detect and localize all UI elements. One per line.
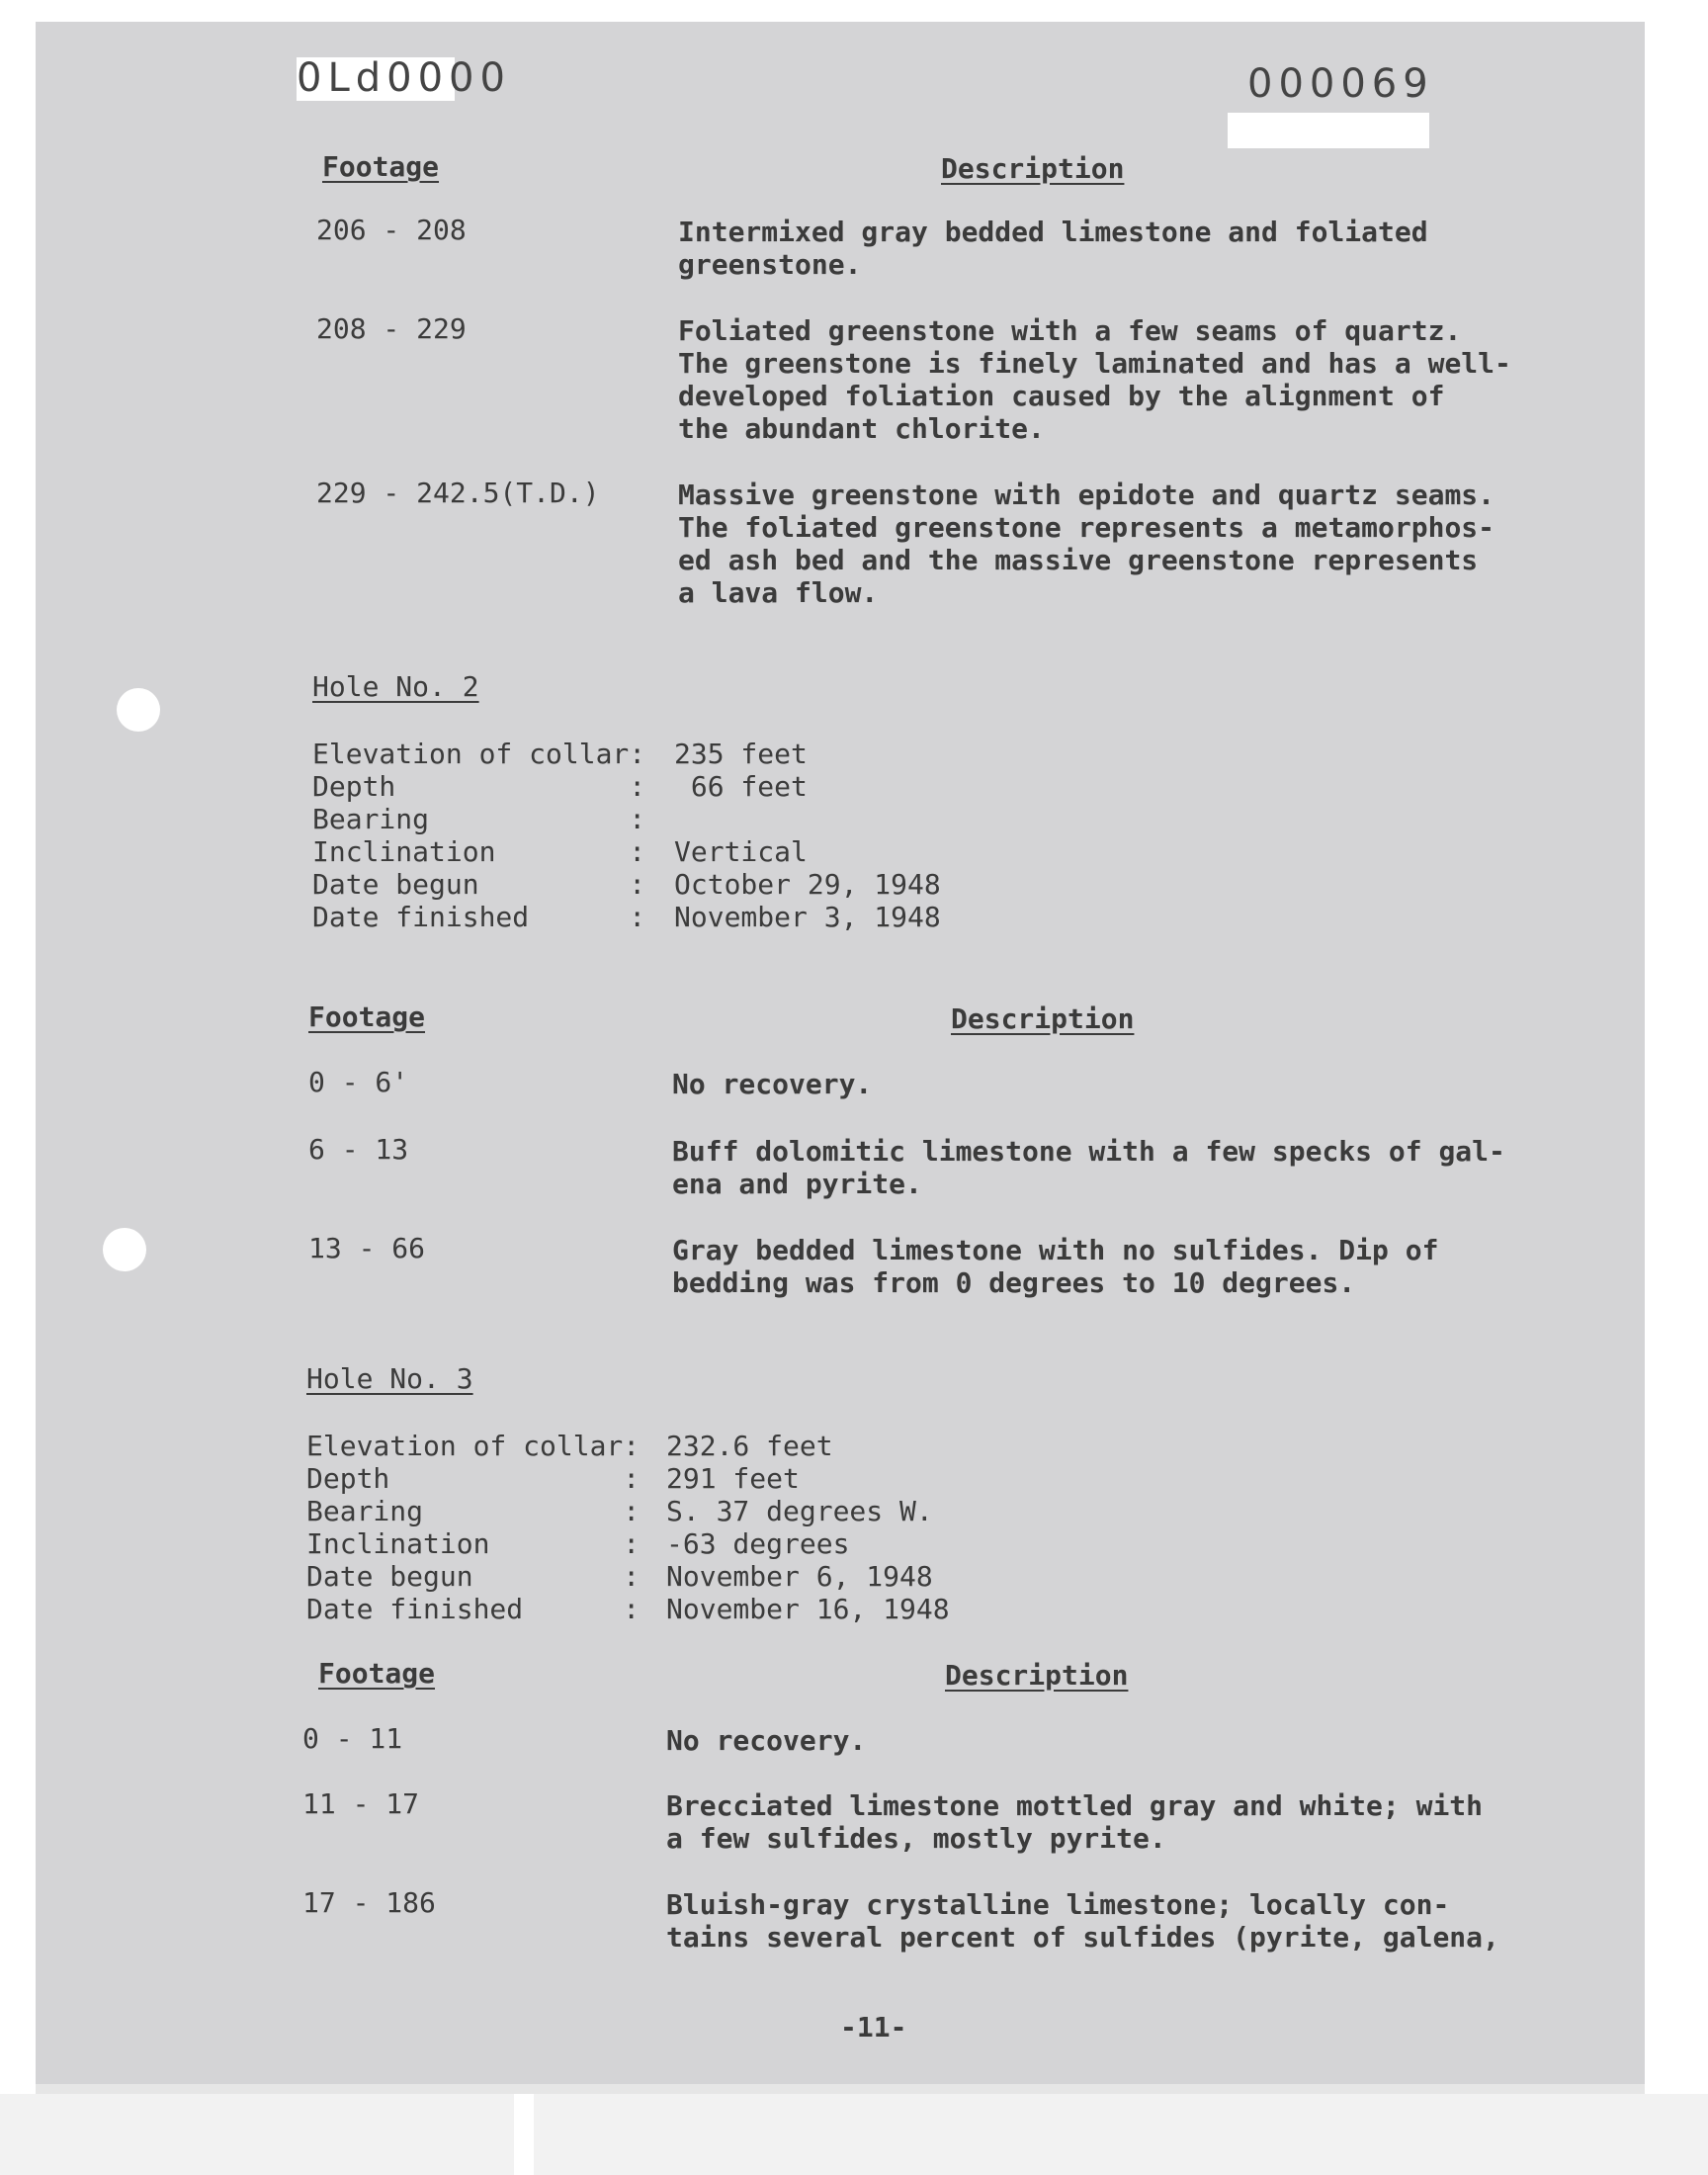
description-text: Bluish-gray crystalline limestone; locally con- tains several percent of sulfides (pyrite, galena, <box>666 1888 1499 1954</box>
description-header: Description <box>941 152 1125 185</box>
description-header: Description <box>945 1659 1129 1692</box>
hole-info-labels: Elevation of collar: Depth : Bearing : Inclination : Date begun : Date finished : <box>306 1430 640 1625</box>
scan-strip <box>0 2094 514 2175</box>
footage-value: 6 - 13 <box>308 1133 409 1166</box>
redaction-box <box>1228 113 1429 148</box>
description-text: Brecciated limestone mottled gray and white; with a few sulfides, mostly pyrite. <box>666 1789 1484 1855</box>
hole-info-values: 232.6 feet 291 feet S. 37 degrees W. -63 degrees November 6, 1948 November 16, 1948 <box>666 1430 950 1625</box>
footage-value: 229 - 242.5(T.D.) <box>316 477 600 509</box>
footage-header: Footage <box>322 150 440 183</box>
description-text: Massive greenstone with epidote and quartz seams. The foliated greenstone represents a metamorphos- ed ash bed and the massive greenstone represents a lava flow. <box>678 478 1495 609</box>
document-number-stamp-left: 0Ld0000 <box>297 55 511 101</box>
footage-header: Footage <box>308 1000 426 1033</box>
description-text: Foliated greenstone with a few seams of quartz. The greenstone is finely laminated and has a well- developed foliation caused by the alignment of the abundant chlorite. <box>678 314 1511 445</box>
footage-value: 0 - 6' <box>308 1066 409 1098</box>
hole-title: Hole No. 3 <box>306 1362 473 1395</box>
description-text: No recovery. <box>666 1724 867 1757</box>
footage-value: 208 - 229 <box>316 312 467 345</box>
description-text: Intermixed gray bedded limestone and foliated greenstone. <box>678 216 1428 281</box>
hole-info-labels: Elevation of collar: Depth : Bearing : Inclination : Date begun : Date finished : <box>312 738 646 933</box>
description-text: No recovery. <box>672 1068 873 1100</box>
description-header: Description <box>951 1002 1135 1035</box>
footage-value: 0 - 11 <box>302 1722 403 1755</box>
footage-value: 206 - 208 <box>316 214 467 246</box>
footage-value: 13 - 66 <box>308 1232 426 1264</box>
description-text: Buff dolomitic limestone with a few specks of gal- ena and pyrite. <box>672 1135 1505 1200</box>
scan-strip <box>534 2094 1708 2175</box>
page-edge <box>36 2084 1645 2094</box>
footage-header: Footage <box>318 1657 436 1690</box>
punch-hole <box>117 688 160 732</box>
footage-value: 11 - 17 <box>302 1787 420 1820</box>
hole-info-values: 235 feet 66 feet Vertical October 29, 1948 November 3, 1948 <box>674 738 941 933</box>
hole-title: Hole No. 2 <box>312 670 479 703</box>
page-number: -11- <box>840 2011 907 2044</box>
document-number-stamp-right: 000069 <box>1247 61 1434 107</box>
description-text: Gray bedded limestone with no sulfides. Dip of bedding was from 0 degrees to 10 degrees. <box>672 1234 1439 1299</box>
footage-value: 17 - 186 <box>302 1886 436 1919</box>
punch-hole <box>103 1228 146 1271</box>
